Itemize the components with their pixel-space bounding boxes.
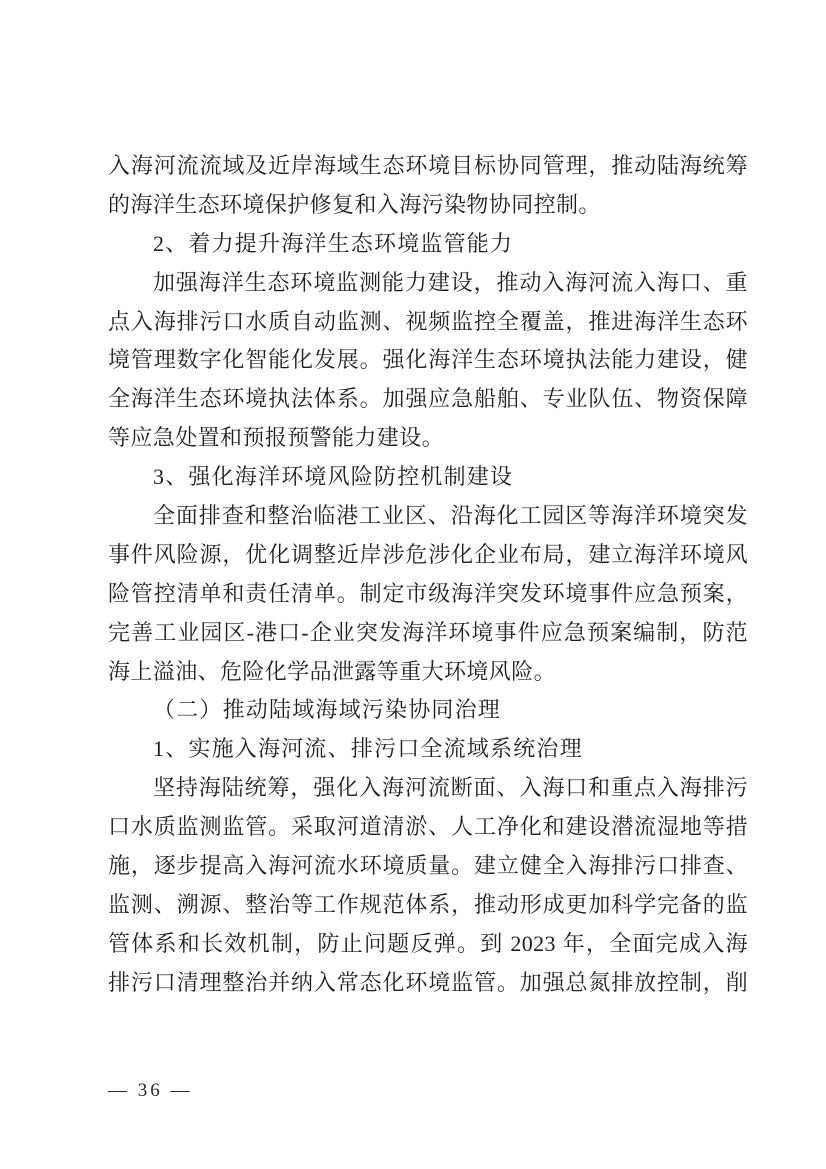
page-number: — 36 —	[108, 1080, 193, 1101]
text-line: 等应急处置和预报预警能力建设。	[108, 425, 445, 451]
text-line: 险管控清单和责任清单。制定市级海洋突发环境事件应急预案，	[108, 580, 748, 606]
text-line: 境管理数字化智能化发展。强化海洋生态环境执法能力建设，健	[108, 347, 748, 373]
text-line: 加强海洋生态环境监测能力建设，推动入海河流入海口、重	[153, 269, 748, 295]
text-line: 排污口清理整治并纳入常态化环境监管。加强总氮排放控制，削	[108, 969, 748, 995]
text-line: 全海洋生态环境执法体系。加强应急船舶、专业队伍、物资保障	[108, 386, 748, 412]
text-line: 事件风险源，优化调整近岸涉危涉化企业布局，建立海洋环境风	[108, 541, 748, 567]
text-line: 入海河流流域及近岸海域生态环境目标协同管理，推动陆海统筹	[108, 153, 748, 178]
text-line: 监测、溯源、整治等工作规范体系，推动形成更加科学完备的监	[108, 891, 748, 917]
section-heading-line: 3、强化海洋环境风险防控机制建设	[153, 464, 514, 490]
text-line: 的海洋生态环境保护修复和入海污染物协同控制。	[108, 191, 601, 217]
section-heading-line: 1、实施入海河流、排污口全流域系统治理	[153, 736, 583, 762]
text-line: 管体系和长效机制，防止问题反弹。到 2023 年，全面完成入海	[108, 930, 748, 956]
text-line: 海上溢油、危险化学品泄露等重大环境风险。	[108, 658, 557, 684]
section-heading-line: 2、着力提升海洋生态环境监管能力	[153, 230, 514, 256]
text-line: 点入海排污口水质自动监测、视频监控全覆盖，推进海洋生态环	[108, 308, 748, 334]
text-line: 全面排查和整治临港工业区、沿海化工园区等海洋环境突发	[153, 503, 748, 529]
text-line: 完善工业园区-港口-企业突发海洋环境事件应急预案编制，防范	[108, 619, 748, 645]
text-line: 口水质监测监管。采取河道清淤、人工净化和建设潜流湿地等措	[108, 814, 748, 840]
document-body	[108, 147, 748, 1003]
text-line: 坚持海陆统筹，强化入海河流断面、入海口和重点入海排污	[153, 775, 748, 801]
text-line: 施，逐步提高入海河流水环境质量。建立健全入海排污口排查、	[108, 853, 748, 879]
section-heading-line: （二）推动陆域海域污染协同治理	[153, 697, 502, 723]
